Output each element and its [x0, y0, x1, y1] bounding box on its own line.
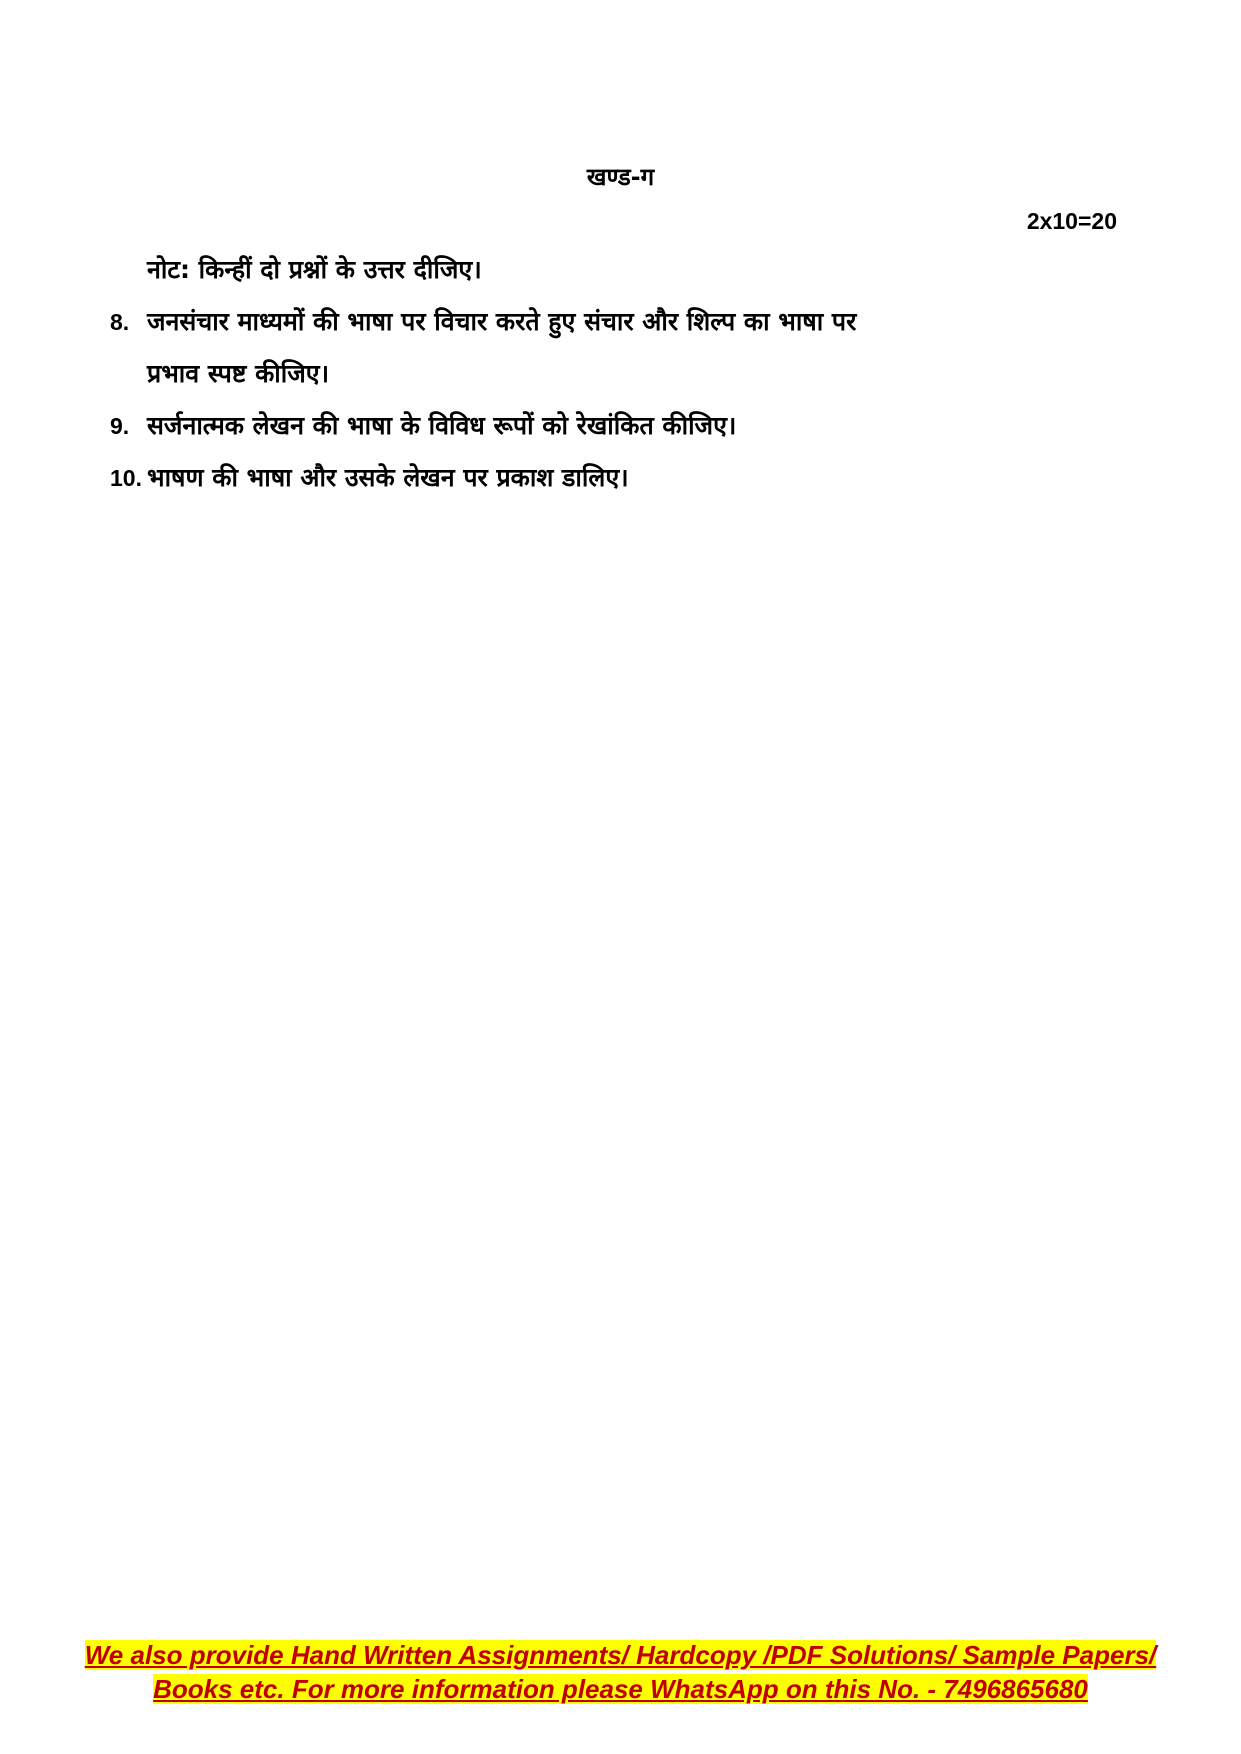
question-8: [110, 296, 1125, 348]
question-number: 8.: [110, 309, 130, 335]
question-8-continuation: प्रभाव स्पष्ट कीजिए।: [147, 359, 330, 388]
footer-advertisement: [0, 1638, 1241, 1706]
instruction-note: नोट: किन्हीं दो प्रश्नों के उत्तर दीजिए।: [147, 255, 482, 284]
section-title: खण्ड-ग: [586, 163, 655, 191]
question-number: 9.: [110, 413, 130, 439]
question-text: जनसंचार माध्यमों की भाषा पर विचार करते हुए संचार और शिल्प का भाषा पर: [147, 307, 857, 336]
question-number: 10.: [110, 465, 142, 491]
question-text: सर्जनात्मक लेखन की भाषा के विविध रूपों को रेखांकित कीजिए।: [147, 411, 737, 440]
question-10: [110, 452, 1125, 504]
marks-label: 2x10=20: [1026, 208, 1117, 234]
question-text: भाषण की भाषा और उसके लेखन पर प्रकाश डालिए।: [147, 463, 629, 492]
footer-line-1: We also provide Hand Written Assignments/ Hardcopy /PDF Solutions/ Sample Papers/: [84, 1640, 1157, 1670]
question-9: [110, 400, 1125, 452]
footer-line-2: Books etc. For more information please WhatsApp on this No. - 7496865680: [153, 1674, 1088, 1704]
